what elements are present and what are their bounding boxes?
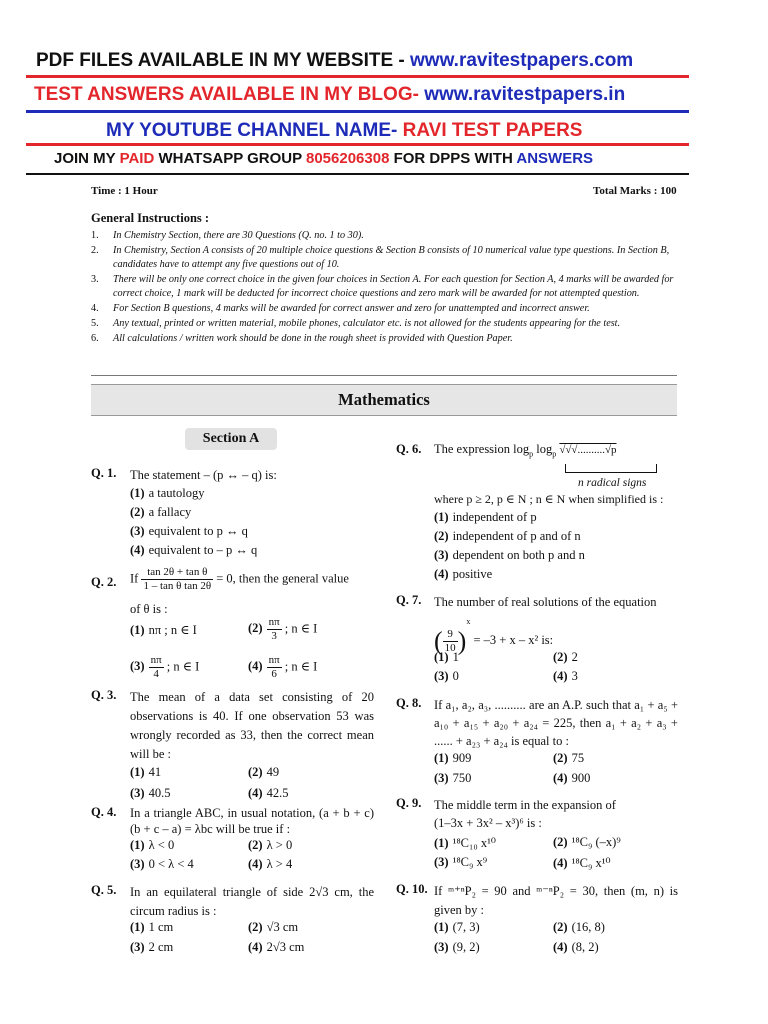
q3-number: Q. 3.	[91, 688, 117, 702]
option-fraction	[267, 654, 282, 681]
option-text: independent of p	[452, 510, 537, 524]
banner-text: JOIN MY	[54, 150, 120, 167]
option-text: λ > 4	[266, 857, 293, 871]
paren-right: )	[457, 626, 467, 656]
q2-number: Q. 2.	[91, 575, 117, 589]
q6-option-3[interactable]	[434, 548, 585, 563]
q7-option-4[interactable]	[553, 669, 578, 684]
banner-black-rule	[26, 173, 689, 175]
option-number: (2)	[248, 621, 263, 636]
option-number: (2)	[130, 505, 145, 519]
q10-option-2[interactable]	[553, 920, 605, 935]
q3-option-1[interactable]	[130, 765, 161, 780]
option-number: (3)	[434, 548, 449, 562]
exponent: x	[466, 617, 471, 626]
banner-blog	[34, 84, 625, 106]
instruction-item	[91, 332, 681, 346]
fraction-denominator: 3	[271, 630, 277, 642]
q5-number: Q. 5.	[91, 883, 117, 897]
q7-equation	[434, 612, 553, 655]
q6-number: Q. 6.	[396, 442, 422, 456]
q3-option-2[interactable]	[248, 765, 279, 780]
q9-option-3[interactable]	[434, 855, 487, 870]
q10-option-4[interactable]	[553, 940, 599, 955]
option-number: (3)	[130, 659, 145, 674]
option-number: (4)	[248, 940, 263, 954]
instruction-item	[91, 317, 681, 331]
fraction-denominator: 1 – tan θ tan 2θ	[143, 580, 212, 592]
q10-option-3[interactable]	[434, 940, 480, 955]
option-number: (2)	[553, 751, 568, 765]
instruction-number: 5.	[91, 318, 99, 329]
option-text: 40.5	[148, 786, 171, 800]
brace-bracket	[565, 464, 657, 473]
option-text: a tautology	[148, 486, 205, 500]
q1-option-2[interactable]	[130, 505, 191, 520]
option-number: (3)	[130, 786, 145, 800]
instruction-text: In Chemistry Section, there are 30 Questions (Q. no. 1 to 30).	[113, 230, 364, 241]
option-number: (3)	[130, 524, 145, 538]
option-text: positive	[452, 567, 493, 581]
option-number: (3)	[434, 940, 449, 954]
q5-option-1[interactable]	[130, 920, 173, 935]
q9-option-4[interactable]	[553, 855, 611, 871]
q10-number: Q. 10.	[396, 882, 428, 896]
option-number: (2)	[553, 650, 568, 664]
instruction-item	[91, 302, 681, 316]
website-link[interactable]: www.ravitestpapers.com	[410, 50, 634, 71]
q2-option-1[interactable]	[130, 622, 197, 638]
option-number: (3)	[434, 855, 449, 869]
q4-text: In a triangle ABC, in usual notation, (a + b + c) (b + c – a) = λbc will be true if :	[130, 806, 374, 836]
paren-left: (	[434, 626, 443, 656]
q6-text: The expression $\log_p \log_p √√√..........√p$	[434, 442, 617, 459]
q3-option-4[interactable]	[248, 786, 288, 801]
q8-option-3[interactable]	[434, 771, 471, 786]
option-text: ; n ∈ I	[284, 659, 318, 674]
option-number: (1)	[130, 486, 145, 500]
q5-option-4[interactable]	[248, 940, 304, 955]
q9-number: Q. 9.	[396, 796, 422, 810]
option-text: 900	[571, 771, 591, 785]
instruction-text: All calculations / written work should be done in the rough sheet is provided with Question Paper.	[113, 333, 513, 344]
q3-option-3[interactable]	[130, 786, 170, 801]
q6-radical: √√√..........√p	[559, 444, 617, 456]
q6-option-1[interactable]	[434, 510, 537, 525]
option-number: (4)	[248, 857, 263, 871]
option-number: (1)	[434, 920, 449, 934]
q9-option-2[interactable]	[553, 835, 621, 850]
option-number: (4)	[553, 669, 568, 683]
option-text: nπ ; n ∈ I	[148, 623, 197, 637]
instruction-item	[91, 229, 681, 243]
q1-option-1[interactable]	[130, 486, 204, 501]
option-text: 2 cm	[148, 940, 174, 954]
q8-text: If a₁, a₂, a₃, .......... are an A.P. such that a₁ + a₅ + a₁₀ + a₁₅ + a₂₀ + a₂₄ = 225, then a₁ + a₂ + a₃ + ...... + a₂₃ + a₂₄ is equal to :	[434, 698, 678, 748]
option-text: ¹⁸C₁₀ x¹⁰	[452, 836, 496, 850]
option-text: λ > 0	[266, 838, 293, 852]
option-text: 42.5	[266, 786, 289, 800]
banner-text: PDF FILES AVAILABLE IN MY WEBSITE -	[36, 50, 411, 71]
option-text: a fallacy	[148, 505, 192, 519]
option-number: (1)	[130, 920, 145, 934]
q2-option-4[interactable]	[248, 654, 317, 681]
option-text: 41	[148, 765, 162, 779]
q6-pre: The expression log	[434, 442, 530, 456]
instruction-number: 4.	[91, 303, 99, 314]
option-number: (4)	[434, 567, 449, 581]
q7-option-1[interactable]	[434, 650, 459, 665]
option-text: 2√3 cm	[266, 940, 305, 954]
q1-option-3[interactable]	[130, 524, 248, 539]
q1-number: Q. 1.	[91, 466, 117, 480]
q6-option-2[interactable]	[434, 529, 581, 544]
option-number: (3)	[434, 669, 449, 683]
option-number: (1)	[130, 765, 145, 779]
banner-red-rule	[26, 75, 689, 78]
q1-option-4[interactable]	[130, 543, 257, 558]
option-number: (3)	[130, 940, 145, 954]
instruction-text: Any textual, printed or written material, mobile phones, calculator etc. is not allowed for the students appearing for the test.	[113, 318, 621, 329]
option-number: (1)	[434, 836, 449, 850]
option-fraction	[267, 616, 282, 643]
paid-label: PAID	[119, 150, 155, 167]
option-number: (4)	[553, 940, 568, 954]
instruction-number: 1.	[91, 230, 99, 241]
q2-pre: If	[130, 571, 139, 586]
q2-option-2[interactable]	[248, 616, 317, 643]
option-number: (2)	[248, 920, 263, 934]
option-text: 1 cm	[148, 920, 174, 934]
log-base: p	[552, 449, 557, 459]
q8-option-2[interactable]	[553, 751, 584, 766]
option-number: (1)	[434, 751, 449, 765]
option-text: ¹⁸C₉ x⁹	[452, 855, 488, 869]
option-number: (2)	[553, 835, 568, 849]
q2-fraction	[141, 566, 213, 593]
banner-text: WHATSAPP GROUP	[154, 150, 306, 167]
phone-number: 8056206308	[306, 150, 390, 167]
q3-text: The mean of a data set consisting of 20 observations is 40. If one observation 53 was wrongly recorded as 33, then the correct mean will be :	[130, 690, 374, 761]
q7-eq-rhs: = –3 + x – x² is:	[473, 633, 554, 647]
option-number: (3)	[434, 771, 449, 785]
fraction-numerator: nπ	[268, 654, 280, 666]
option-text: 750	[452, 771, 472, 785]
subject-bar	[91, 384, 677, 416]
option-text: 49	[266, 765, 280, 779]
q7-option-3[interactable]	[434, 669, 459, 684]
option-text: ; n ∈ I	[284, 621, 318, 636]
blog-link[interactable]: www.ravitestpapers.in	[424, 84, 626, 105]
q5-option-3[interactable]	[130, 940, 173, 955]
q10-text: If ᵐ⁺ⁿP₂ = 90 and ᵐ⁻ⁿP₂ = 30, then (m, n) is given by :	[434, 884, 678, 917]
fraction-denominator: 10	[444, 641, 456, 654]
q8-option-4[interactable]	[553, 771, 590, 786]
option-number: (4)	[248, 659, 263, 674]
option-number: (2)	[248, 765, 263, 779]
q6-text-line2: where p ≥ 2, p ∈ N ; n ∈ N when simplified is :	[434, 492, 664, 506]
option-text: ; n ∈ I	[166, 659, 200, 674]
q6-note: n radical signs	[578, 477, 647, 489]
option-text: ¹⁸C₉ (–x)⁹	[571, 835, 621, 849]
banner-red-rule-2	[26, 143, 689, 146]
option-number: (4)	[248, 786, 263, 800]
total-marks-label: Total Marks : 100	[593, 185, 677, 197]
subject-title: Mathematics	[338, 390, 430, 409]
q4-option-3[interactable]	[130, 857, 194, 872]
q1-text: The statement – (p ↔ – q) is:	[130, 468, 277, 482]
q9-option-1[interactable]	[434, 835, 496, 851]
option-text: 2	[571, 650, 578, 664]
option-text: 0 < λ < 4	[148, 857, 194, 871]
instructions-list	[91, 229, 681, 347]
fraction-denominator: 4	[153, 668, 159, 680]
option-text: 0	[452, 669, 459, 683]
instruction-item	[91, 273, 681, 301]
option-fraction	[149, 654, 164, 681]
option-text: (8, 2)	[571, 940, 599, 954]
q8-option-1[interactable]	[434, 751, 471, 766]
option-text: equivalent to – p ↔ q	[148, 543, 258, 557]
option-text: λ < 0	[148, 838, 175, 852]
q4-option-2[interactable]	[248, 838, 292, 853]
q5-option-2[interactable]	[248, 920, 298, 935]
instruction-text: There will be only one correct choice in the given four choices in Section A. For each question for Section A, 4 marks will be awarded for correct choice, 1 mark will be deducted for incorrect choice questions and zero mark will be awarded for not attempted question.	[113, 274, 674, 299]
option-number: (1)	[434, 650, 449, 664]
q2-post: = 0, then the general value	[216, 571, 349, 586]
option-text: 909	[452, 751, 472, 765]
q6-option-4[interactable]	[434, 567, 492, 582]
q8-number: Q. 8.	[396, 696, 422, 710]
option-number: (1)	[434, 510, 449, 524]
option-text: 1	[452, 650, 459, 664]
banner-blue-rule	[26, 110, 689, 113]
banner-text: TEST ANSWERS AVAILABLE IN MY BLOG-	[34, 84, 425, 105]
option-text: 75	[571, 751, 585, 765]
option-text: √3 cm	[266, 920, 299, 934]
option-number: (1)	[130, 623, 145, 637]
q10-option-1[interactable]	[434, 920, 480, 935]
option-text: independent of p and of n	[452, 529, 581, 543]
q7-number: Q. 7.	[396, 593, 422, 607]
fraction-numerator: nπ	[268, 616, 280, 628]
instruction-text: In Chemistry, Section A consists of 20 multiple choice questions & Section B consists of 10 numerical value type questions. In Section B, candidates have to attempt any five questions out of 10.	[113, 245, 670, 270]
q4-number: Q. 4.	[91, 805, 117, 819]
banner-whatsapp	[54, 150, 593, 167]
banner-text: MY YOUTUBE CHANNEL NAME-	[106, 120, 403, 141]
q7-option-2[interactable]	[553, 650, 578, 665]
option-text: (7, 3)	[452, 920, 480, 934]
option-text: 3	[571, 669, 578, 683]
q9-expression: (1–3x + 3x² – x³)⁶ is :	[434, 816, 542, 830]
option-number: (2)	[553, 920, 568, 934]
time-label: Time : 1 Hour	[91, 185, 158, 197]
q7-text: The number of real solutions of the equation	[434, 595, 657, 609]
option-number: (1)	[130, 838, 145, 852]
instruction-number: 3.	[91, 274, 99, 285]
q4-option-1[interactable]	[130, 838, 174, 853]
option-text: equivalent to p ↔ q	[148, 524, 248, 538]
banner-youtube	[106, 120, 582, 142]
answers-label: ANSWERS	[516, 150, 594, 167]
instruction-text: For Section B questions, 4 marks will be awarded for correct answer and zero for unattempted and incorrect answer.	[113, 303, 590, 314]
option-number: (4)	[553, 771, 568, 785]
channel-name: RAVI TEST PAPERS	[402, 120, 583, 141]
fraction-denominator: 6	[271, 668, 277, 680]
fraction-numerator: tan 2θ + tan θ	[141, 566, 213, 580]
option-number: (4)	[553, 856, 568, 870]
banner-text: FOR DPPS WITH	[389, 150, 517, 167]
divider	[91, 375, 677, 376]
banner-website	[36, 50, 633, 72]
fraction-numerator: 9	[443, 628, 458, 642]
instructions-title: General Instructions :	[91, 211, 210, 225]
q2-text-line2: of θ is :	[130, 602, 168, 616]
instruction-item	[91, 244, 681, 272]
log-base: p	[529, 449, 534, 459]
q2-option-3[interactable]	[130, 654, 199, 681]
section-a-label: Section A	[185, 428, 277, 450]
q5-text: In an equilateral triangle of side 2√3 cm, the circum radius is :	[130, 885, 374, 918]
option-text: dependent on both p and n	[452, 548, 585, 562]
option-text: ¹⁸C₉ x¹⁰	[571, 856, 611, 870]
instruction-number: 6.	[91, 333, 99, 344]
option-number: (3)	[130, 857, 145, 871]
instruction-number: 2.	[91, 245, 99, 256]
q9-text: The middle term in the expansion of	[434, 798, 616, 812]
option-number: (2)	[248, 838, 263, 852]
option-text: (9, 2)	[452, 940, 480, 954]
fraction-numerator: nπ	[150, 654, 162, 666]
q4-option-4[interactable]	[248, 857, 292, 872]
option-number: (4)	[130, 543, 145, 557]
q2-text	[130, 566, 380, 593]
option-text: (16, 8)	[571, 920, 605, 934]
option-number: (2)	[434, 529, 449, 543]
